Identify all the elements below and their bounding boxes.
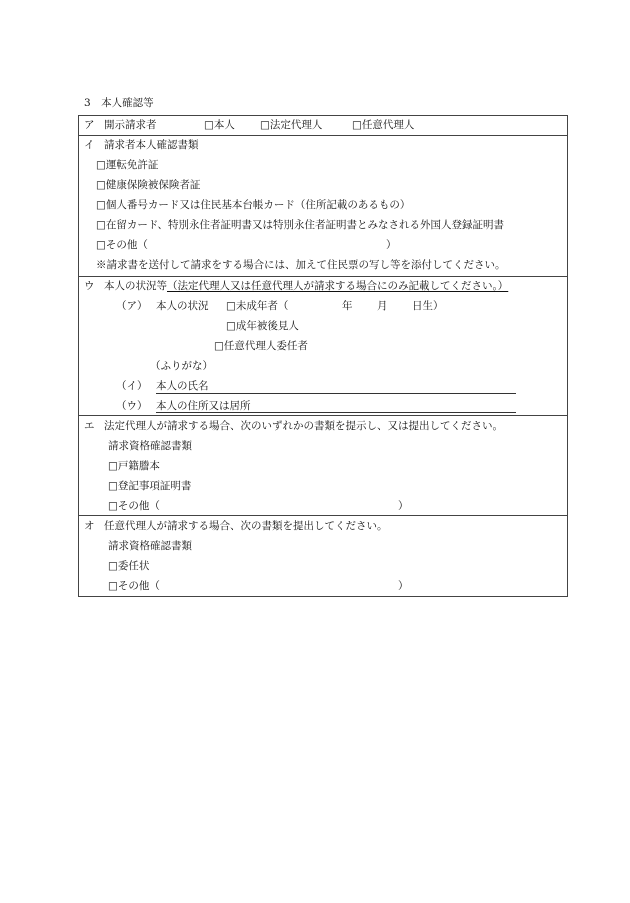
birth-day-label: 日生） (412, 300, 444, 312)
checkbox-registry-cert[interactable]: □登記事項証明書 (108, 480, 192, 492)
furigana-label: （ふりがな） (150, 360, 213, 372)
sub-label-a: （ア） (116, 300, 148, 312)
checkbox-my-number-card[interactable]: □個人番号カード又は住民基本台帳カード（住所記載のあるもの） (96, 199, 411, 211)
birth-month-label: 月 (377, 300, 388, 312)
checkbox-health-insurance[interactable]: □健康保険被保険者証 (96, 179, 201, 191)
other-doc-close: ） (386, 239, 397, 251)
checkbox-other-voluntary[interactable]: □その他（ (108, 580, 160, 592)
sub-label-u: （ウ） (116, 400, 148, 412)
birth-year-label: 年 (342, 300, 353, 312)
identity-docs-title: 請求者本人確認書類 (104, 139, 199, 151)
checkbox-drivers-license[interactable]: □運転免許証 (96, 159, 159, 171)
voluntary-agent-title: 任意代理人が請求する場合、次の書類を提出してください。 (104, 520, 388, 532)
checkbox-minor[interactable]: □未成年者（ (226, 300, 289, 312)
legal-agent-title: 法定代理人が請求する場合、次のいずれかの書類を提示し、又は提出してください。 (104, 420, 503, 432)
table-border-left (78, 115, 79, 596)
person-name-label: 本人の氏名 (156, 380, 209, 392)
sub-label-i: （イ） (116, 380, 148, 392)
row-divider (78, 515, 568, 516)
mail-request-note: ※請求書を送付して請求をする場合には、加えて住民票の写し等を添付してください。 (96, 259, 506, 271)
row-label: ウ (84, 280, 95, 292)
other-legal-close: ） (398, 500, 409, 512)
requester-title: 開示請求者 (104, 119, 157, 131)
other-voluntary-close: ） (398, 580, 409, 592)
checkbox-adult-ward[interactable]: □成年被後見人 (226, 320, 299, 332)
person-status-note: （法定代理人又は任意代理人が請求する場合にのみ記載してください。） (167, 280, 509, 292)
status-label: 本人の状況 (156, 300, 209, 312)
table-border-bottom (78, 596, 568, 597)
section-title: 3 本人確認等 (84, 97, 154, 109)
row-label: イ (84, 139, 95, 151)
person-name-field[interactable] (156, 393, 516, 394)
row-label: エ (84, 420, 95, 432)
person-address-label: 本人の住所又は居所 (156, 400, 251, 412)
checkbox-voluntary-agent[interactable]: □任意代理人 (352, 119, 415, 131)
checkbox-other-doc[interactable]: □その他（ (96, 239, 148, 251)
checkbox-residence-card[interactable]: □在留カード、特別永住者証明書又は特別永住者証明書とみなされる外国人登録証明書 (96, 219, 504, 231)
row-label: ア (84, 119, 95, 131)
table-border-top (78, 115, 568, 116)
row-label: オ (84, 520, 95, 532)
person-status-title (104, 280, 508, 293)
checkbox-legal-agent[interactable]: □法定代理人 (260, 119, 323, 131)
checkbox-other-legal[interactable]: □その他（ (108, 500, 160, 512)
row-divider (78, 276, 568, 277)
table-border-right (567, 115, 568, 596)
checkbox-self[interactable]: □本人 (204, 119, 235, 131)
checkbox-family-register[interactable]: □戸籍謄本 (108, 460, 160, 472)
person-address-field[interactable] (156, 412, 516, 413)
row-divider (78, 415, 568, 416)
qualification-docs-label: 請求資格確認書類 (108, 540, 192, 552)
person-status-title-text: 本人の状況等 (104, 280, 167, 292)
checkbox-principal[interactable]: □任意代理人委任者 (214, 340, 308, 352)
checkbox-power-of-attorney[interactable]: □委任状 (108, 560, 150, 572)
row-divider (78, 135, 568, 136)
qualification-docs-label: 請求資格確認書類 (108, 440, 192, 452)
